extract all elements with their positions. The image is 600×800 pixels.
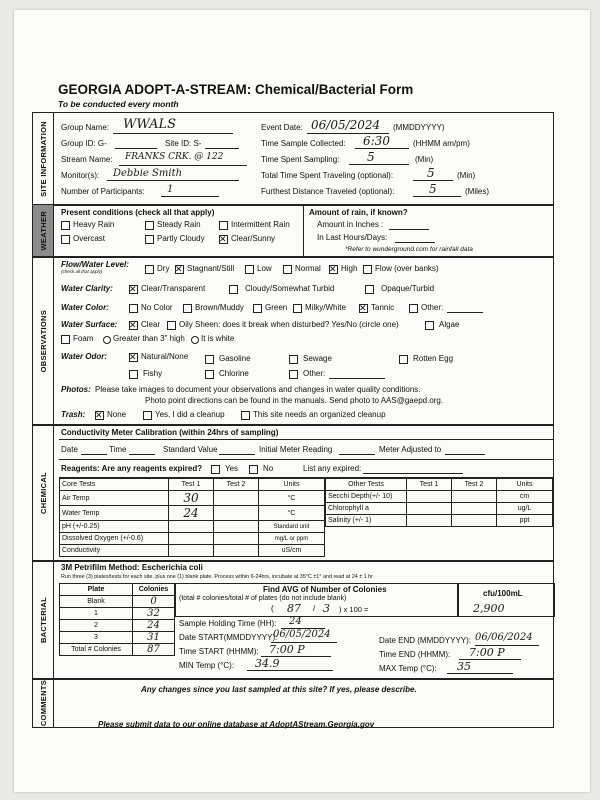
odor-rotten-egg-label: Rotten Egg bbox=[413, 354, 454, 363]
partly-cloudy-label: Partly Cloudy bbox=[157, 234, 205, 243]
group-name-label: Group Name: bbox=[61, 123, 110, 132]
odor-chlorine-label: Chlorine bbox=[219, 369, 249, 378]
time-end-value[interactable]: 7:00 P bbox=[469, 646, 505, 659]
color-other-field[interactable] bbox=[447, 312, 483, 313]
flow-low-label: Low bbox=[257, 264, 272, 273]
photos-text-1: Please take images to document your observations and changes in water quality conditions. bbox=[95, 385, 421, 394]
odor-natural-checkbox[interactable] bbox=[129, 353, 138, 362]
trash-cleanup-checkbox[interactable] bbox=[143, 411, 152, 420]
trash-label: Trash: bbox=[61, 410, 86, 419]
trash-organized-label: This site needs an organized cleanup bbox=[253, 410, 386, 419]
inches-field[interactable] bbox=[389, 229, 429, 230]
participants-value[interactable]: 1 bbox=[167, 184, 174, 195]
table-row bbox=[60, 521, 325, 533]
table-row bbox=[60, 506, 325, 521]
air-temp-test1[interactable]: 30 bbox=[169, 491, 214, 506]
salinity-label: Salinity (+/- 1) bbox=[326, 515, 407, 527]
reagents-no-label: No bbox=[263, 464, 274, 473]
conductivity-test1[interactable] bbox=[169, 545, 214, 557]
intermittent-rain-label: Intermittent Rain bbox=[231, 220, 290, 229]
surface-oily-checkbox[interactable] bbox=[167, 321, 176, 330]
reagents-list-label: List any expired: bbox=[303, 464, 362, 473]
table-row bbox=[60, 620, 175, 632]
clear-sunny-checkbox[interactable] bbox=[219, 235, 228, 244]
flow-high-label: High bbox=[341, 264, 358, 273]
flow-over-banks-checkbox[interactable] bbox=[363, 265, 372, 274]
table-row bbox=[60, 632, 175, 644]
rain-amount-label: Amount of rain, if known? bbox=[309, 208, 408, 217]
plates-table bbox=[59, 583, 175, 656]
site-id-field[interactable] bbox=[205, 148, 239, 149]
other-tests-header: Other Tests bbox=[326, 479, 407, 491]
date-end-label: Date END (MMDDYYYY): bbox=[379, 636, 472, 645]
surface-algae-checkbox[interactable] bbox=[425, 321, 434, 330]
avg-colonies[interactable]: 87 bbox=[287, 602, 301, 615]
time-collected-format: (HHMM am/pm) bbox=[413, 139, 470, 148]
travel-time-label: Total Time Spent Traveling (optional): bbox=[261, 171, 394, 180]
present-conditions-label: Present conditions (check all that apply) bbox=[61, 208, 215, 217]
clarity-cloudy-label: Cloudy/Somewhat Turbid bbox=[245, 284, 335, 293]
trash-cleanup-label: Yes, I did a cleanup bbox=[155, 410, 225, 419]
table-row bbox=[60, 608, 175, 620]
time-collected-value[interactable]: 6:30 bbox=[363, 134, 390, 148]
color-green-label: Green bbox=[265, 303, 288, 312]
odor-sewage-label: Sewage bbox=[303, 354, 332, 363]
bacterial-section: BACTERIAL 3M Petrifilm Method: Escherichia coli Run three (3) plates/tests for each site, plus one (1) blank plate. Process within 6-24hrs, incubate at 35°C ±1° and read at 24 ± 1 hr Plate Colonies Blank 0 1 32 2 24 3 31 Total # Colonies 87 Find AVG of Number of Colonies (total # colonies/total # of plates (do not include blank) ( 87 / 3 ) x 100 = cfu/100mL 2,900 Sample Holding Time (HH): 24 Date START(MMDDYYYY): 06/05/2024 Time START (HHMM): 7:00 P MIN Temp (°C): 34.9 Date END (MMDDYYYY): 06/06/2024 Time END (HHMM): 7:00 P MAX Temp (°C): 35 bbox=[32, 560, 554, 680]
cal-adjusted-field[interactable] bbox=[445, 454, 485, 455]
color-brown-checkbox[interactable] bbox=[183, 304, 192, 313]
do-test2[interactable] bbox=[214, 533, 259, 545]
group-name-value[interactable]: WWALS bbox=[123, 117, 177, 132]
travel-time-value[interactable]: 5 bbox=[427, 166, 435, 180]
date-end-value[interactable]: 06/06/2024 bbox=[475, 632, 533, 643]
table-row bbox=[60, 533, 325, 545]
flow-high-checkbox[interactable] bbox=[329, 265, 338, 274]
core-test1-header: Test 1 bbox=[169, 479, 214, 491]
method-instructions: Run three (3) plates/tests for each site, plus one (1) blank plate. Process within 6-24hrs, incubate at 35°C ±1° and read at 24 ± 1 hr bbox=[61, 574, 373, 580]
days-label: In Last Hours/Days: bbox=[317, 233, 388, 242]
salinity-test1[interactable] bbox=[407, 515, 452, 527]
stream-name-label: Stream Name: bbox=[61, 155, 113, 164]
cal-initial-field[interactable] bbox=[339, 454, 375, 455]
footer-note: Please submit data to our online database at AdoptAStream.Georgia.gov bbox=[98, 720, 375, 729]
odor-label: Water Odor: bbox=[61, 352, 108, 361]
reagents-label: Reagents: Are any reagents expired? bbox=[61, 464, 203, 473]
color-tannic-label: Tannic bbox=[371, 303, 395, 312]
rainfall-note: *Refer to wunderground.com for rainfall data bbox=[345, 246, 473, 253]
table-row bbox=[60, 545, 325, 557]
time-sampling-label: Time Spent Sampling: bbox=[261, 155, 340, 164]
event-date-label: Event Date: bbox=[261, 123, 303, 132]
reagents-yes-checkbox[interactable] bbox=[211, 465, 220, 474]
do-units: mg/L or ppm bbox=[259, 533, 325, 545]
travel-distance-label: Furthest Distance Traveled (optional): bbox=[261, 187, 395, 196]
chlorophyll-test2[interactable] bbox=[452, 503, 497, 515]
steady-rain-label: Steady Rain bbox=[157, 220, 201, 229]
clarity-clear-label: Clear/Transparent bbox=[141, 284, 206, 293]
ph-test1[interactable] bbox=[169, 521, 214, 533]
clear-sunny-label: Clear/Sunny bbox=[231, 234, 276, 243]
event-date-value[interactable]: 06/05/2024 bbox=[311, 118, 381, 132]
ph-label: pH (+/-0.25) bbox=[60, 521, 169, 533]
cfu-header: cfu/100mL bbox=[483, 589, 523, 598]
water-temp-label: Water Temp bbox=[60, 506, 169, 521]
surface-clear-checkbox[interactable] bbox=[129, 321, 138, 330]
core-units-header: Units bbox=[259, 479, 325, 491]
cfu-value[interactable]: 2,900 bbox=[473, 602, 505, 615]
air-temp-label: Air Temp bbox=[60, 491, 169, 506]
travel-distance-value[interactable]: 5 bbox=[429, 182, 437, 196]
salinity-units: ppt bbox=[497, 515, 553, 527]
min-temp-label: MIN Temp (°C): bbox=[179, 661, 235, 670]
partly-cloudy-checkbox[interactable] bbox=[145, 235, 154, 244]
weather-section bbox=[32, 204, 554, 258]
monitors-label: Monitor(s): bbox=[61, 171, 100, 180]
intermittent-rain-checkbox[interactable] bbox=[219, 221, 228, 230]
flow-stagnant-checkbox[interactable] bbox=[175, 265, 184, 274]
surface-algae-label: Algae bbox=[439, 320, 460, 329]
clarity-label: Water Clarity: bbox=[61, 284, 113, 293]
surface-clear-label: Clear bbox=[141, 320, 161, 329]
flow-dry-checkbox[interactable] bbox=[145, 265, 154, 274]
table-row bbox=[326, 491, 553, 503]
table-row bbox=[326, 515, 553, 527]
monitors-value[interactable]: Debbie Smith bbox=[113, 168, 183, 179]
odor-fishy-label: Fishy bbox=[143, 369, 163, 378]
clarity-cloudy-checkbox[interactable] bbox=[229, 285, 238, 294]
plate-3: 3 bbox=[60, 632, 133, 644]
reagents-list-field[interactable] bbox=[363, 473, 463, 474]
time-start-label: Time START (HHMM): bbox=[179, 647, 259, 656]
time-sampling-value[interactable]: 5 bbox=[367, 150, 375, 164]
odor-natural-label: Natural/None bbox=[141, 352, 189, 361]
plate-total: Total # Colonies bbox=[60, 644, 133, 656]
ph-units: Standard unit bbox=[259, 521, 325, 533]
photos-label: Photos: bbox=[61, 385, 91, 394]
flow-over-banks-label: Flow (over banks) bbox=[375, 264, 439, 273]
core-test2-header: Test 2 bbox=[214, 479, 259, 491]
secchi-label: Secchi Depth(+/- 10) bbox=[326, 491, 407, 503]
weather-tab: WEATHER bbox=[33, 205, 54, 257]
odor-chlorine-checkbox[interactable] bbox=[205, 370, 214, 379]
secchi-units: cm bbox=[497, 491, 553, 503]
color-none-label: No Color bbox=[141, 303, 173, 312]
method-label: 3M Petrifilm Method: Escherichia coli bbox=[61, 563, 203, 572]
time-sampling-unit: (Min) bbox=[415, 155, 434, 164]
table-row bbox=[60, 491, 325, 506]
stream-name-value[interactable]: FRANKS CRK. @ 122 bbox=[125, 152, 224, 162]
overcast-checkbox[interactable] bbox=[61, 235, 70, 244]
observations-tab: OBSERVATIONS bbox=[33, 257, 54, 425]
max-temp-value[interactable]: 35 bbox=[457, 660, 471, 673]
water-temp-test2[interactable] bbox=[214, 506, 259, 521]
odor-rotten-egg-checkbox[interactable] bbox=[399, 355, 408, 364]
chemical-section bbox=[32, 424, 554, 562]
chemical-tab: CHEMICAL bbox=[33, 425, 54, 561]
flow-stagnant-label: Stagnant/Still bbox=[187, 264, 235, 273]
other-units-header: Units bbox=[497, 479, 553, 491]
trash-organized-checkbox[interactable] bbox=[241, 411, 250, 420]
core-tests-header: Core Tests bbox=[60, 479, 169, 491]
conductivity-test2[interactable] bbox=[214, 545, 259, 557]
odor-other-field[interactable] bbox=[329, 378, 385, 379]
other-test2-header: Test 2 bbox=[452, 479, 497, 491]
heavy-rain-checkbox[interactable] bbox=[61, 221, 70, 230]
plate-blank: Blank bbox=[60, 596, 133, 608]
foam-white-label: It is white bbox=[201, 334, 235, 343]
salinity-test2[interactable] bbox=[452, 515, 497, 527]
min-temp-value[interactable]: 34.9 bbox=[255, 657, 280, 670]
calibration-label: Conductivity Meter Calibration (within 24hrs of sampling) bbox=[61, 428, 279, 437]
date-start-value[interactable]: 06/05/2024 bbox=[273, 629, 331, 640]
flow-normal-label: Normal bbox=[295, 264, 321, 273]
reagents-yes-label: Yes bbox=[225, 464, 239, 473]
avg-formula: (total # colonies/total # of plates (do not include blank) bbox=[179, 595, 347, 602]
colonies-header: Colonies bbox=[133, 584, 175, 596]
surface-foam-checkbox[interactable] bbox=[61, 335, 70, 344]
colonies-1[interactable]: 32 bbox=[133, 608, 175, 620]
chlorophyll-label: Chlorophyll a bbox=[326, 503, 407, 515]
holding-time-label: Sample Holding Time (HH): bbox=[179, 619, 277, 628]
holding-time-value[interactable]: 24 bbox=[289, 616, 302, 627]
steady-rain-checkbox[interactable] bbox=[145, 221, 154, 230]
other-test1-header: Test 1 bbox=[407, 479, 452, 491]
chlorophyll-units: ug/L bbox=[497, 503, 553, 515]
colonies-3[interactable]: 31 bbox=[133, 632, 175, 644]
form-page bbox=[14, 10, 590, 792]
air-temp-units: °C bbox=[259, 491, 325, 506]
flow-normal-checkbox[interactable] bbox=[283, 265, 292, 274]
trash-none-label: None bbox=[107, 410, 127, 419]
avg-plates[interactable]: 3 bbox=[323, 602, 330, 615]
time-start-value[interactable]: 7:00 P bbox=[269, 643, 305, 656]
plate-header: Plate bbox=[60, 584, 133, 596]
plate-1: 1 bbox=[60, 608, 133, 620]
color-none-checkbox[interactable] bbox=[129, 304, 138, 313]
cal-standard-label: Standard Value bbox=[163, 445, 218, 454]
cal-time-label: Time bbox=[109, 445, 127, 454]
odor-gasoline-label: Gasoline bbox=[219, 354, 251, 363]
odor-fishy-checkbox[interactable] bbox=[129, 370, 138, 379]
reagents-no-checkbox[interactable] bbox=[249, 465, 258, 474]
other-tests-table bbox=[325, 478, 553, 527]
color-label: Water Color: bbox=[61, 303, 109, 312]
photos-text-2: Photo point directions can be found in the manuals. Send photo to AAS@gaepd.org. bbox=[145, 396, 444, 405]
avg-header: Find AVG of Number of Colonies bbox=[263, 585, 387, 594]
surface-label: Water Surface: bbox=[61, 320, 118, 329]
event-date-format: (MMDDYYYY) bbox=[393, 123, 445, 132]
table-row bbox=[60, 596, 175, 608]
flow-dry-label: Dry bbox=[157, 264, 170, 273]
travel-time-unit: (Min) bbox=[457, 171, 476, 180]
clarity-clear-checkbox[interactable] bbox=[129, 285, 138, 294]
overcast-label: Overcast bbox=[73, 234, 106, 243]
foam-height-label: Greater than 3" high bbox=[113, 334, 185, 343]
ph-test2[interactable] bbox=[214, 521, 259, 533]
odor-gasoline-checkbox[interactable] bbox=[205, 355, 214, 364]
inches-label: Amount in Inches : bbox=[317, 220, 384, 229]
secchi-test1[interactable] bbox=[407, 491, 452, 503]
cal-date-label: Date bbox=[61, 445, 78, 454]
max-temp-label: MAX Temp (°C): bbox=[379, 664, 437, 673]
color-green-checkbox[interactable] bbox=[253, 304, 262, 313]
secchi-test2[interactable] bbox=[452, 491, 497, 503]
group-id-label: Group ID: G- bbox=[61, 139, 107, 148]
site-info-tab: SITE INFORMATION bbox=[33, 113, 54, 205]
flow-note: (check all that apply) bbox=[61, 269, 103, 274]
cal-adjusted-label: Meter Adjusted to bbox=[379, 445, 442, 454]
foam-height-radio[interactable] bbox=[103, 336, 111, 344]
colonies-total[interactable]: 87 bbox=[133, 644, 175, 656]
bacterial-tab: BACTERIAL bbox=[33, 561, 54, 679]
cal-time-field[interactable] bbox=[129, 454, 155, 455]
comments-tab: COMMENTS bbox=[33, 679, 54, 727]
surface-foam-label: Foam bbox=[73, 334, 94, 343]
observations-section bbox=[32, 256, 554, 426]
core-tests-table bbox=[59, 478, 325, 557]
plate-2: 2 bbox=[60, 620, 133, 632]
comments-prompt: Any changes since you last sampled at this site? If yes, please describe. bbox=[141, 685, 417, 694]
do-test1[interactable] bbox=[169, 533, 214, 545]
foam-white-radio[interactable] bbox=[191, 336, 199, 344]
odor-other-label: Other: bbox=[303, 369, 326, 378]
clarity-opaque-checkbox[interactable] bbox=[365, 285, 374, 294]
clarity-opaque-label: Opaque/Turbid bbox=[381, 284, 435, 293]
date-start-label: Date START(MMDDYYYY): bbox=[179, 633, 278, 642]
flow-label: Flow/Water Level: bbox=[61, 260, 129, 269]
air-temp-test2[interactable] bbox=[214, 491, 259, 506]
table-row bbox=[326, 503, 553, 515]
heavy-rain-label: Heavy Rain bbox=[73, 220, 115, 229]
odor-sewage-checkbox[interactable] bbox=[289, 355, 298, 364]
time-collected-label: Time Sample Collected: bbox=[261, 139, 346, 148]
color-milky-checkbox[interactable] bbox=[293, 304, 302, 313]
days-field[interactable] bbox=[395, 242, 435, 243]
participants-label: Number of Participants: bbox=[61, 187, 145, 196]
cal-initial-label: Initial Meter Reading bbox=[259, 445, 333, 454]
time-end-label: Time END (HHMM): bbox=[379, 650, 451, 659]
odor-other-checkbox[interactable] bbox=[289, 370, 298, 379]
water-temp-units: °C bbox=[259, 506, 325, 521]
conductivity-label: Conductivity bbox=[60, 545, 169, 557]
site-info-section bbox=[32, 112, 554, 206]
flow-low-checkbox[interactable] bbox=[245, 265, 254, 274]
color-other-checkbox[interactable] bbox=[409, 304, 418, 313]
color-milky-label: Milky/White bbox=[305, 303, 346, 312]
form-subtitle: To be conducted every month bbox=[58, 99, 179, 109]
surface-oily-label: Oily Sheen: does it break when disturbed? Yes/No (circle one) bbox=[179, 320, 399, 329]
chlorophyll-test1[interactable] bbox=[407, 503, 452, 515]
site-id-label: Site ID: S- bbox=[165, 139, 202, 148]
table-row bbox=[60, 644, 175, 656]
color-tannic-checkbox[interactable] bbox=[359, 304, 368, 313]
water-temp-test1[interactable]: 24 bbox=[169, 506, 214, 521]
conductivity-units: uS/cm bbox=[259, 545, 325, 557]
trash-none-checkbox[interactable] bbox=[95, 411, 104, 420]
cal-standard-field[interactable] bbox=[219, 454, 255, 455]
do-label: Dissolved Oxygen (+/-0.6) bbox=[60, 533, 169, 545]
color-brown-label: Brown/Muddy bbox=[195, 303, 244, 312]
colonies-2[interactable]: 24 bbox=[133, 620, 175, 632]
form-title: GEORGIA ADOPT-A-STREAM: Chemical/Bacterial Form bbox=[58, 82, 414, 97]
cal-date-field[interactable] bbox=[81, 454, 107, 455]
group-id-field[interactable] bbox=[115, 148, 157, 149]
colonies-blank[interactable]: 0 bbox=[133, 596, 175, 608]
color-other-label: Other: bbox=[421, 303, 444, 312]
avg-calc-suffix: ) x 100 = bbox=[339, 605, 369, 614]
travel-distance-unit: (Miles) bbox=[465, 187, 489, 196]
